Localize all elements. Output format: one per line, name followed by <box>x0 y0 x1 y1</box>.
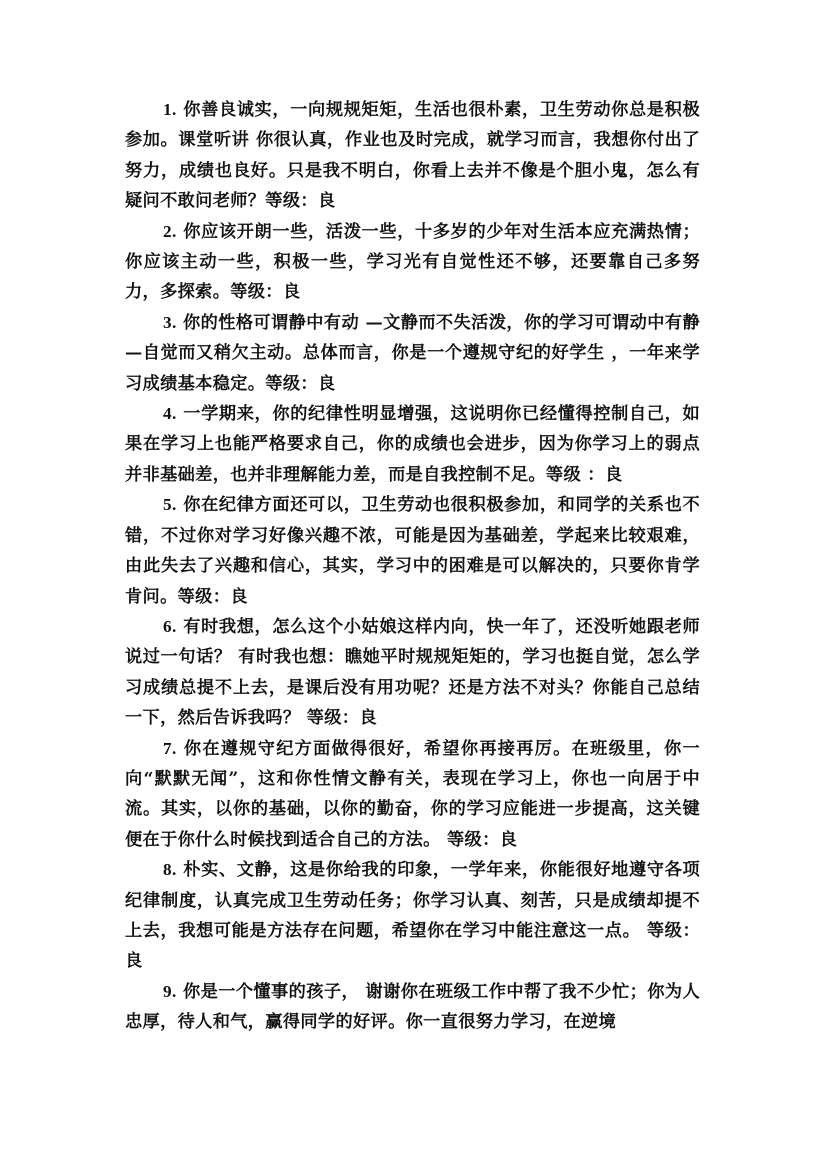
paragraph-text: 你在遵规守纪方面做得很好，希望你再接再厉。在班级里，你一向“默默无闻”，这和你性情文静有关，表现在学习上，你也一向居于中流。其实，以你的基础，以你的勤奋，你的学习应能进一步提高，这关键便在于你什么时候找到适合自己的方法。 等级：良 <box>125 738 700 850</box>
comment-paragraph-6 <box>125 612 700 734</box>
paragraph-text: 有时我想，怎么这个小姑娘这样内向，快一年了，还没听她跟老师说过一句话？ 有时我也想：瞧她平时规规矩矩的，学习也挺自觉，怎么学习成绩总提不上去，是课后没有用功呢？还是方法不对头？你能自己总结一下，然后告诉我吗？ 等级：良 <box>125 616 701 729</box>
comment-paragraph-5 <box>125 490 700 612</box>
paragraph-text: 你应该开朗一些，活泼一些，十多岁的少年对生活本应充满热情；你应该主动一些，积极一些，学习光有自觉性还不够，还要靠自己多努力，多探索。等级：良 <box>125 221 701 303</box>
paragraph-number: 7. <box>163 738 177 758</box>
paragraph-number: 4. <box>163 404 177 424</box>
paragraph-number: 8. <box>163 860 177 880</box>
comment-paragraph-3 <box>125 308 700 399</box>
paragraph-text: 朴实、文静，这是你给我的印象，一学年来，你能很好地遵守各项纪律制度，认真完成卫生劳动任务；你学习认真、刻苦，只是成绩却提不上去，我想可能是方法存在问题，希望你在学习中能注意这一点。 等级：良 <box>125 860 701 972</box>
paragraph-text: 你是一个懂事的孩子， 谢谢你在班级工作中帮了我不少忙；你为人忠厚，待人和气，赢得同学的好评。你一直很努力学习，在逆境 <box>125 981 700 1033</box>
comment-paragraph-7 <box>125 734 700 856</box>
paragraph-number: 2. <box>163 221 177 241</box>
paragraph-number: 5. <box>163 495 177 515</box>
comment-paragraph-9 <box>125 977 700 1038</box>
paragraph-text: 你善良诚实，一向规规矩矩，生活也很朴素，卫生劳动你总是积极参加。课堂听讲 你很认真，作业也及时完成，就学习而言，我想你付出了努力，成绩也良好。只是我不明白，你看上去并不像是个胆小鬼，怎么有疑问不敢问老师？等级：良 <box>125 100 701 212</box>
comment-paragraph-4 <box>125 399 700 490</box>
paragraph-number: 3. <box>163 312 177 332</box>
paragraph-text: 一学期来，你的纪律性明显增强，这说明你已经懂得控制自己，如果在学习上也能严格要求自己，你的成绩也会进步，因为你学习上的弱点并非基础差，也并非理解能力差，而是自我控制不足。等级 ：良 <box>125 404 701 485</box>
comment-paragraph-1 <box>125 95 700 217</box>
paragraph-number: 6. <box>163 616 177 636</box>
paragraph-text: 你的性格可谓静中有动 —文静而不失活泼，你的学习可谓动中有静—自觉而又稍欠主动。总体而言，你是一个遵规守纪的好学生 ，一年来学习成绩基本稳定。等级：良 <box>125 312 700 394</box>
document-body <box>125 95 700 1038</box>
paragraph-number: 9. <box>163 981 177 1001</box>
comment-paragraph-2 <box>125 217 700 308</box>
paragraph-number: 1. <box>163 100 177 119</box>
comment-paragraph-8 <box>125 855 700 977</box>
paragraph-text: 你在纪律方面还可以，卫生劳动也很积极参加，和同学的关系也不错，不过你对学习好像兴趣不浓，可能是因为基础差，学起来比较艰难，由此失去了兴趣和信心，其实，学习中的困难是可以解决的，只要你肯学肯问。等级：良 <box>125 495 701 607</box>
